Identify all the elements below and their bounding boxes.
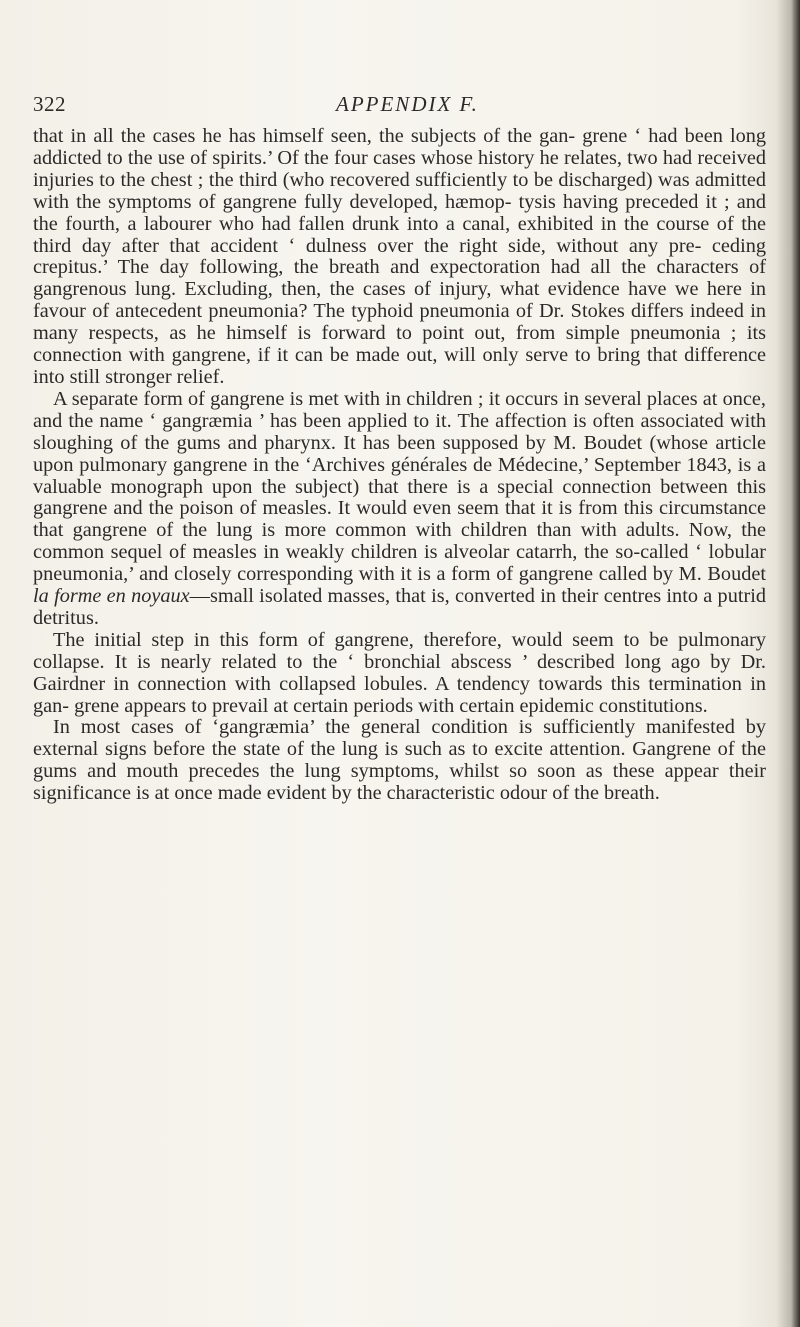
page-header — [0, 92, 800, 122]
paragraph-2-tail: —small isolated masses, that is, converted in their centres into a putrid detritus. — [33, 585, 767, 629]
body-text — [33, 126, 766, 805]
paragraph-2-text: A separate form of gangrene is met with in children ; it occurs in several places at once, and the name ‘ gangræmia ’ has been applied to it. The affection is often associated with sloughing of the gums and pharynx. It has been supposed by M. Boudet (whose article upon pulmonary gangrene in the ‘Archives générales de Médecine,’ September 1843, is a valuable monograph upon the subject) that there is a special connection between this gangrene and the poison of measles. It would even seem that it is from this circumstance that gangrene of the lung is more common with children than with adults. Now, the common sequel of measles in weakly children is alveolar catarrh, the so-called ‘ lobular pneumonia,’ and closely corresponding with it is a form of gangrene called by M. Boudet — [33, 387, 766, 586]
paragraph-2 — [33, 389, 766, 630]
page-edge-shadow — [791, 0, 800, 1327]
italic-phrase: la forme en noyaux — [33, 585, 190, 608]
paragraph-1: that in all the cases he has himself seen, the subjects of the gan- grene ‘ had been long addicted to the use of spirits.’ Of the four cases whose history he relates, two had received injuries to the chest ; the third (who recovered sufficiently to be discharged) was admitted with the symptoms of gangrene fully developed, hæmop- tysis having preceded it ; and the fourth, a labourer who had fallen drunk into a canal, exhibited in the course of the third day after that accident ‘ dulness over the right side, without any pre- ceding crepitus.’ The day following, the breath and expectoration had all the characters of gangrenous lung. Excluding, then, the cases of injury, what evidence have we here in favour of antecedent pneumonia? The typhoid pneumonia of Dr. Stokes differs indeed in many respects, as he himself is forward to point out, from simple pneumonia ; its connection with gangrene, if it can be made out, will only serve to bring that difference into still stronger relief. — [33, 125, 766, 388]
paragraph-4: In most cases of ‘gangræmia’ the general condition is sufficiently manifested by external signs before the state of the lung is such as to excite attention. Gangrene of the gums and mouth precedes the lung symptoms, whilst so soon as these appear their significance is at once made evident by the characteristic odour of the breath. — [33, 716, 766, 805]
page-number: 322 — [33, 92, 66, 116]
paragraph-3: The initial step in this form of gangrene, therefore, would seem to be pulmonary collapse. It is nearly related to the ‘ bronchial abscess ’ described long ago by Dr. Gairdner in connection with collapsed lobules. A tendency towards this termination in gan- grene appears to prevail at certain periods with certain epidemic constitutions. — [33, 628, 766, 717]
running-head: APPENDIX F. — [336, 92, 479, 116]
